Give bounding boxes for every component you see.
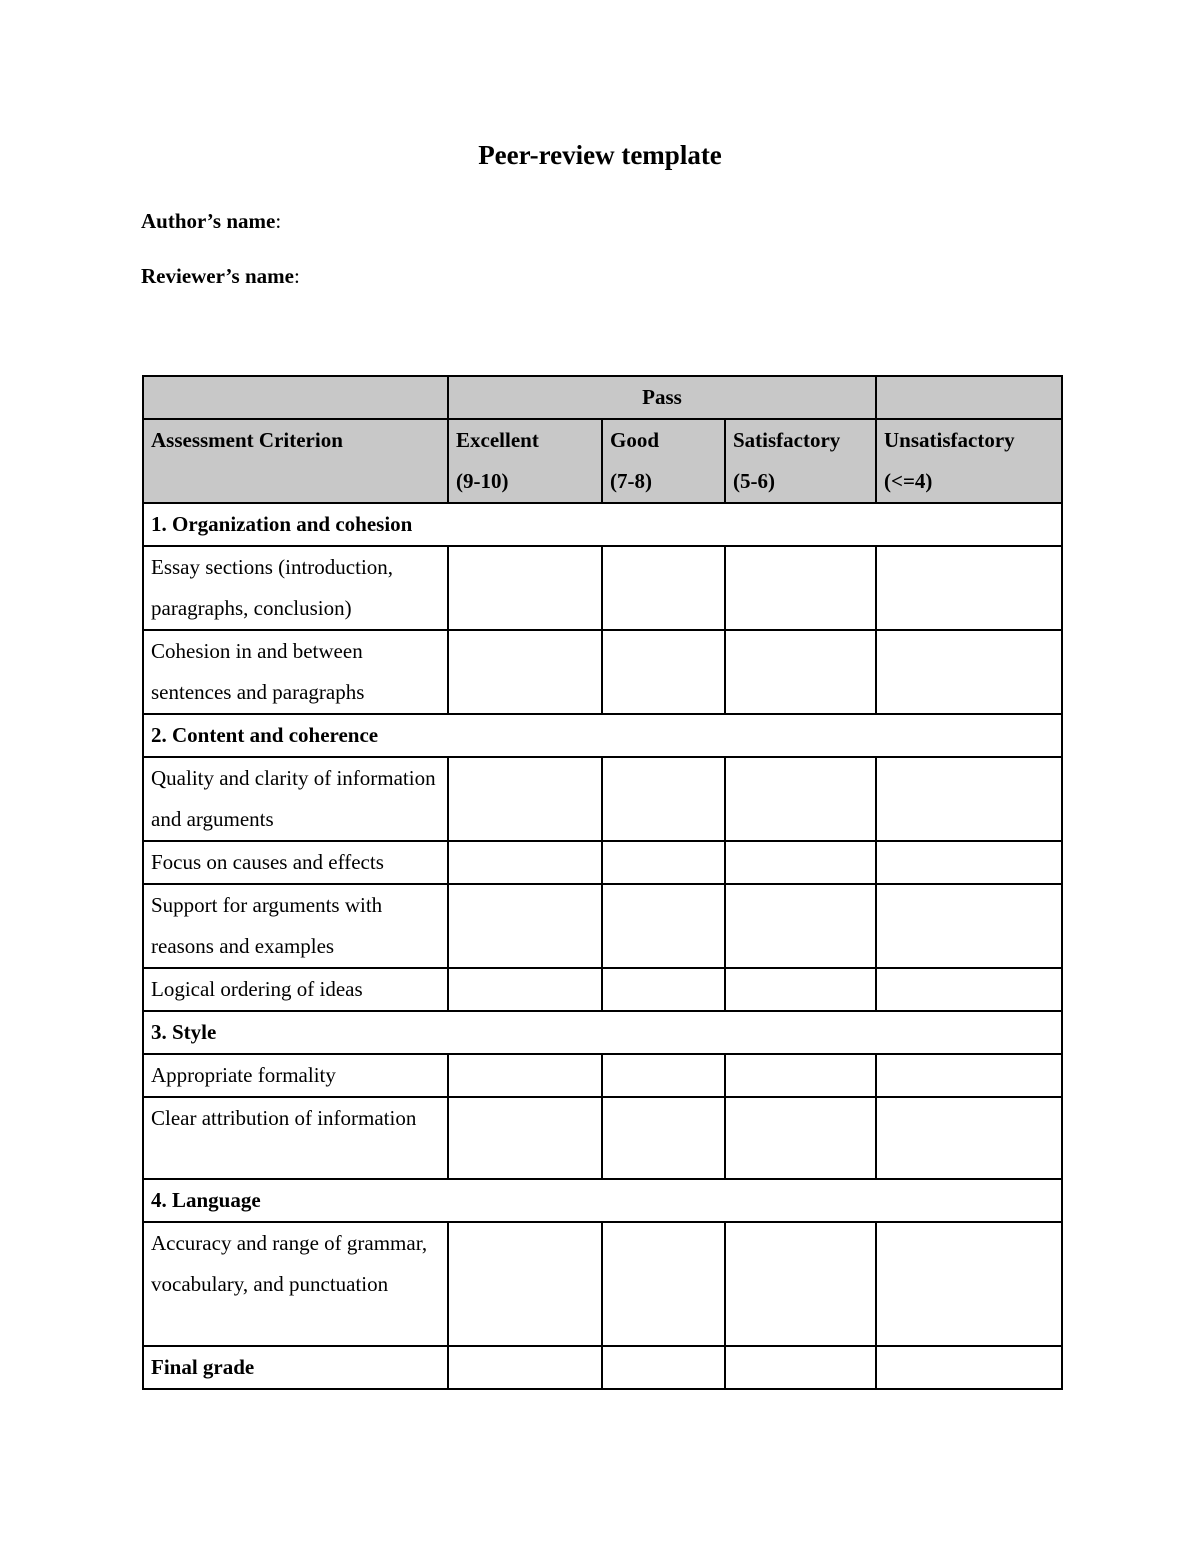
column-range: (5-6) — [733, 469, 775, 493]
author-name-separator: : — [275, 209, 282, 233]
column-range: (9-10) — [456, 469, 509, 493]
column-name: Good — [610, 428, 660, 452]
criterion-row — [143, 968, 1062, 1011]
final-grade-cell-unsatisfactory[interactable] — [876, 1346, 1062, 1389]
criterion-label: Clear attribution of information — [143, 1097, 448, 1179]
section-title: 1. Organization and cohesion — [143, 503, 1062, 546]
final-grade-label: Final grade — [143, 1346, 448, 1389]
final-grade-cell-excellent[interactable] — [448, 1346, 602, 1389]
grade-cell-good[interactable] — [602, 1097, 725, 1179]
rubric-table — [142, 375, 1063, 1390]
grade-cell-satisfactory[interactable] — [725, 884, 876, 968]
final-grade-cell-good[interactable] — [602, 1346, 725, 1389]
grade-cell-good[interactable] — [602, 968, 725, 1011]
header-blank-cell — [876, 376, 1062, 419]
grade-cell-unsatisfactory[interactable] — [876, 546, 1062, 630]
criterion-row — [143, 884, 1062, 968]
section-row — [143, 503, 1062, 546]
page-title: Peer-review template — [478, 140, 722, 170]
pass-group-header: Pass — [448, 376, 876, 419]
column-name: Unsatisfactory — [884, 428, 1015, 452]
grade-cell-excellent[interactable] — [448, 757, 602, 841]
grade-cell-excellent[interactable] — [448, 1097, 602, 1179]
criterion-label: Logical ordering of ideas — [143, 968, 448, 1011]
criterion-label: Focus on causes and effects — [143, 841, 448, 884]
grade-cell-excellent[interactable] — [448, 884, 602, 968]
section-title: 3. Style — [143, 1011, 1062, 1054]
grade-cell-satisfactory[interactable] — [725, 1054, 876, 1097]
criterion-row — [143, 1054, 1062, 1097]
grade-cell-unsatisfactory[interactable] — [876, 884, 1062, 968]
final-grade-row — [143, 1346, 1062, 1389]
grade-cell-unsatisfactory[interactable] — [876, 968, 1062, 1011]
grade-cell-good[interactable] — [602, 757, 725, 841]
author-name-label: Author’s name — [141, 209, 276, 233]
criterion-row — [143, 1222, 1062, 1346]
criterion-row — [143, 546, 1062, 630]
criterion-label: Support for arguments with reasons and examples — [143, 884, 448, 968]
grade-cell-unsatisfactory[interactable] — [876, 841, 1062, 884]
criterion-row — [143, 630, 1062, 714]
criterion-header: Assessment Criterion — [143, 419, 448, 503]
reviewer-name-field[interactable] — [141, 264, 300, 289]
column-header-good — [602, 419, 725, 503]
section-row — [143, 1011, 1062, 1054]
criterion-label: Cohesion in and between sentences and paragraphs — [143, 630, 448, 714]
grade-cell-good[interactable] — [602, 630, 725, 714]
criterion-label: Accuracy and range of grammar, vocabulary, and punctuation — [143, 1222, 448, 1346]
grade-cell-unsatisfactory[interactable] — [876, 757, 1062, 841]
grade-cell-excellent[interactable] — [448, 841, 602, 884]
header-row-columns — [143, 419, 1062, 503]
grade-cell-unsatisfactory[interactable] — [876, 1054, 1062, 1097]
criterion-label: Appropriate formality — [143, 1054, 448, 1097]
column-name: Excellent — [456, 428, 539, 452]
final-grade-cell-satisfactory[interactable] — [725, 1346, 876, 1389]
column-range: (7-8) — [610, 469, 652, 493]
grade-cell-unsatisfactory[interactable] — [876, 1222, 1062, 1346]
criterion-label: Essay sections (introduction, paragraphs, conclusion) — [143, 546, 448, 630]
grade-cell-good[interactable] — [602, 546, 725, 630]
header-row-group — [143, 376, 1062, 419]
grade-cell-satisfactory[interactable] — [725, 546, 876, 630]
grade-cell-good[interactable] — [602, 1054, 725, 1097]
grade-cell-satisfactory[interactable] — [725, 841, 876, 884]
grade-cell-good[interactable] — [602, 1222, 725, 1346]
criterion-row — [143, 841, 1062, 884]
reviewer-name-separator: : — [293, 264, 300, 288]
criterion-row — [143, 757, 1062, 841]
column-header-excellent — [448, 419, 602, 503]
grade-cell-unsatisfactory[interactable] — [876, 630, 1062, 714]
grade-cell-excellent[interactable] — [448, 546, 602, 630]
grade-cell-excellent[interactable] — [448, 1222, 602, 1346]
column-name: Satisfactory — [733, 428, 841, 452]
grade-cell-good[interactable] — [602, 841, 725, 884]
grade-cell-excellent[interactable] — [448, 630, 602, 714]
column-range: (<=4) — [884, 469, 933, 493]
grade-cell-excellent[interactable] — [448, 968, 602, 1011]
header-blank-cell — [143, 376, 448, 419]
grade-cell-unsatisfactory[interactable] — [876, 1097, 1062, 1179]
grade-cell-satisfactory[interactable] — [725, 1097, 876, 1179]
section-title: 4. Language — [143, 1179, 1062, 1222]
grade-cell-satisfactory[interactable] — [725, 968, 876, 1011]
reviewer-name-label: Reviewer’s name — [141, 264, 294, 288]
criterion-label: Quality and clarity of information and arguments — [143, 757, 448, 841]
grade-cell-satisfactory[interactable] — [725, 1222, 876, 1346]
section-title: 2. Content and coherence — [143, 714, 1062, 757]
column-header-satisfactory — [725, 419, 876, 503]
section-row — [143, 1179, 1062, 1222]
grade-cell-excellent[interactable] — [448, 1054, 602, 1097]
criterion-row — [143, 1097, 1062, 1179]
section-row — [143, 714, 1062, 757]
column-header-unsatisfactory — [876, 419, 1062, 503]
author-name-field[interactable] — [141, 209, 281, 234]
grade-cell-satisfactory[interactable] — [725, 630, 876, 714]
grade-cell-good[interactable] — [602, 884, 725, 968]
grade-cell-satisfactory[interactable] — [725, 757, 876, 841]
